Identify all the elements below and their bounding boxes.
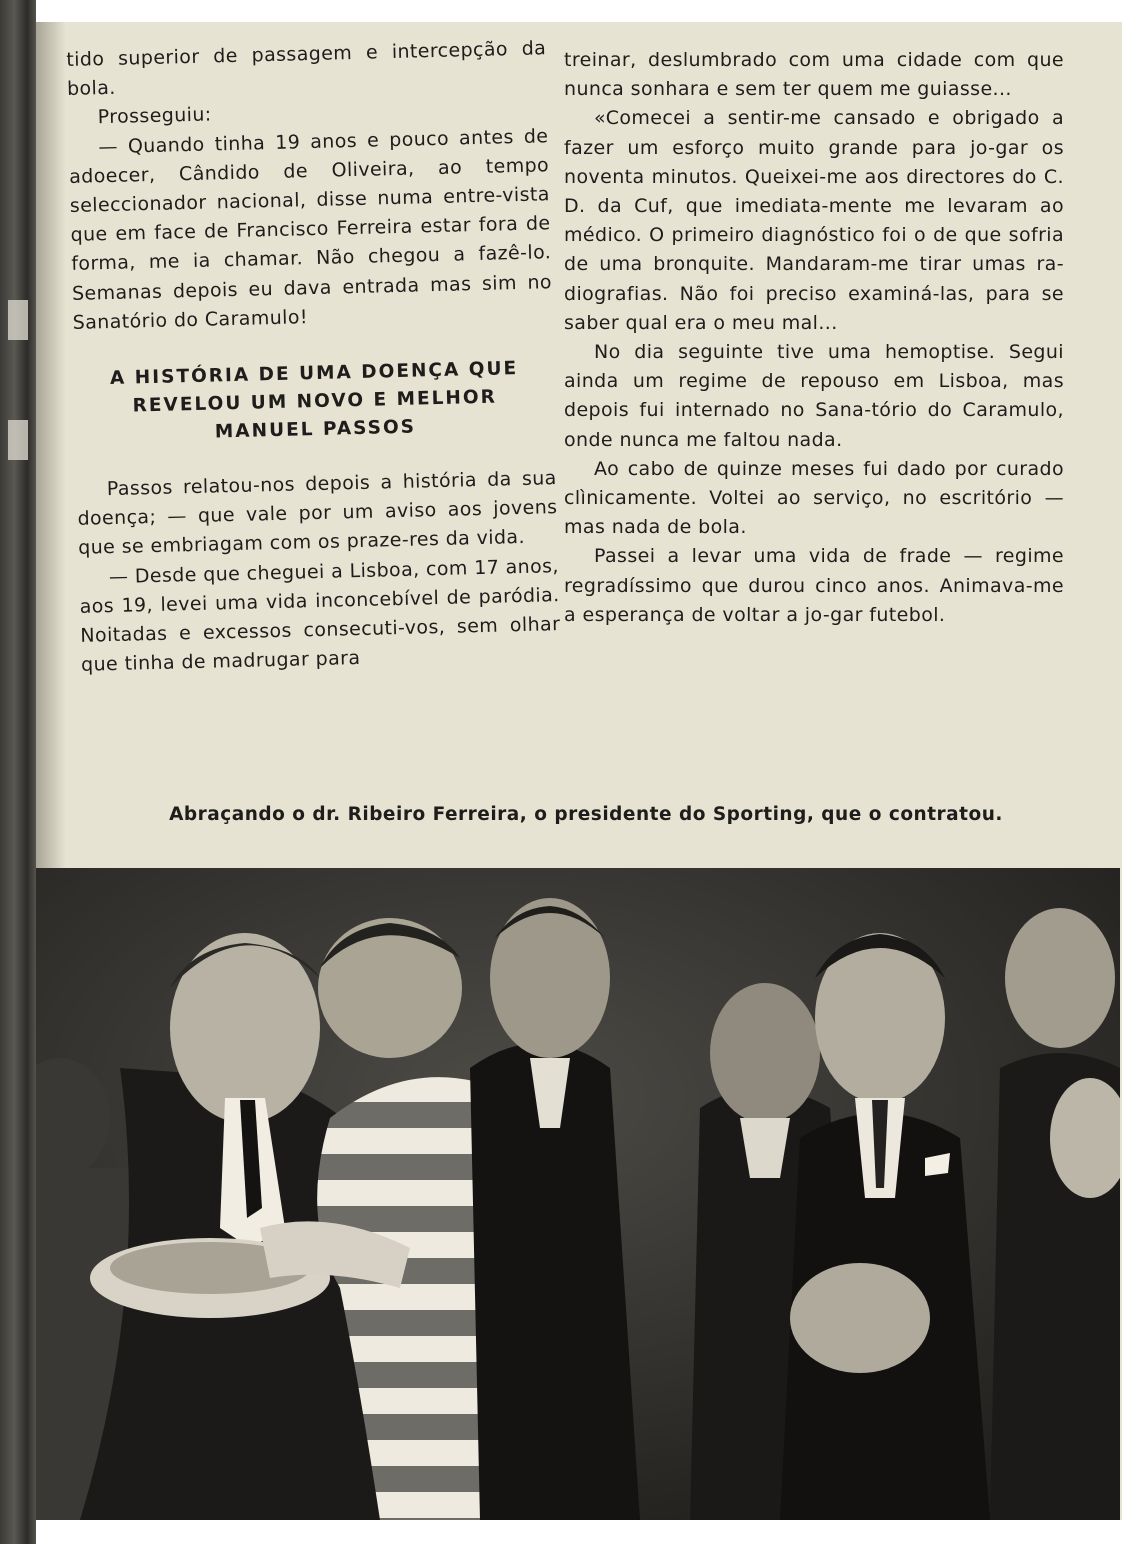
heading-line: REVELOU UM NOVO E MELHOR [132, 386, 498, 417]
right-column [564, 46, 1064, 630]
heading-line: A HISTÓRIA DE UMA DOENÇA QUE [109, 358, 519, 390]
paragraph: — Desde que cheguei a Lisboa, com 17 anos, aos 19, levei uma vida inconcebível de paródia. Noitadas e excessos consecuti-vos, sem olhar que tinha de madrugar para [79, 554, 561, 677]
left-column [66, 34, 561, 680]
spine-mark [8, 300, 28, 340]
paragraph: tido superior de passagem e intercepção da bola. [66, 37, 547, 101]
paragraph: Prosseguiu: [97, 103, 212, 129]
paragraph: — Quando tinha 19 anos e pouco antes de adoecer, Cândido de Oliveira, ao tempo seleccionador nacional, disse numa entre-vista que em face de Francisco Ferreira estar fora de forma, me ia chamar. Não chegou a fazê-lo. Semanas depois eu dava entrada mas sim no Sanatório do Caramulo! [68, 124, 553, 334]
spine-mark [8, 420, 28, 460]
photo-caption: Abraçando o dr. Ribeiro Ferreira, o presidente do Sporting, que o contratou. [169, 804, 1003, 825]
paragraph: «Comecei a sentir-me cansado e obrigado a fazer um esforço muito grande para jo-gar os noventa minutos. Queixei-me aos directores do C. D. da Cuf, que imediata-mente me levaram ao médico. O primeiro diagnóstico foi o de que sofria de uma bronquite. Mandaram-me tirar umas ra-diografias. Não foi preciso examiná-las, para se saber qual era o meu mal... [564, 107, 1064, 334]
book-spine [0, 0, 36, 1544]
man-far-right [990, 908, 1120, 1520]
heading-line: MANUEL PASSOS [214, 416, 417, 443]
magazine-page [36, 22, 1122, 1520]
section-heading [74, 354, 556, 450]
paragraph: Passei a levar uma vida de frade — regime regradíssimo que durou cinco anos. Animava-me a esperança de voltar a jo-gar futebol. [564, 545, 1064, 626]
paragraph: Passos relatou-nos depois a história da sua doença; — que vale por um aviso aos jovens que se embriagam com os praze-res da vida. [77, 467, 558, 560]
paragraph: treinar, deslumbrado com uma cidade com que nunca sonhara e sem ter quem me guiasse... [564, 49, 1064, 101]
photo-illustration [36, 868, 1120, 1520]
photograph [36, 868, 1120, 1520]
paragraph: No dia seguinte tive uma hemoptise. Segui ainda um regime de repouso em Lisboa, mas depois fui internado no Sana-tório do Caramulo, onde nunca me faltou nada. [564, 341, 1064, 451]
paragraph: Ao cabo de quinze meses fui dado por curado clìnicamente. Voltei ao serviço, no escritório — mas nada de bola. [564, 457, 1064, 539]
